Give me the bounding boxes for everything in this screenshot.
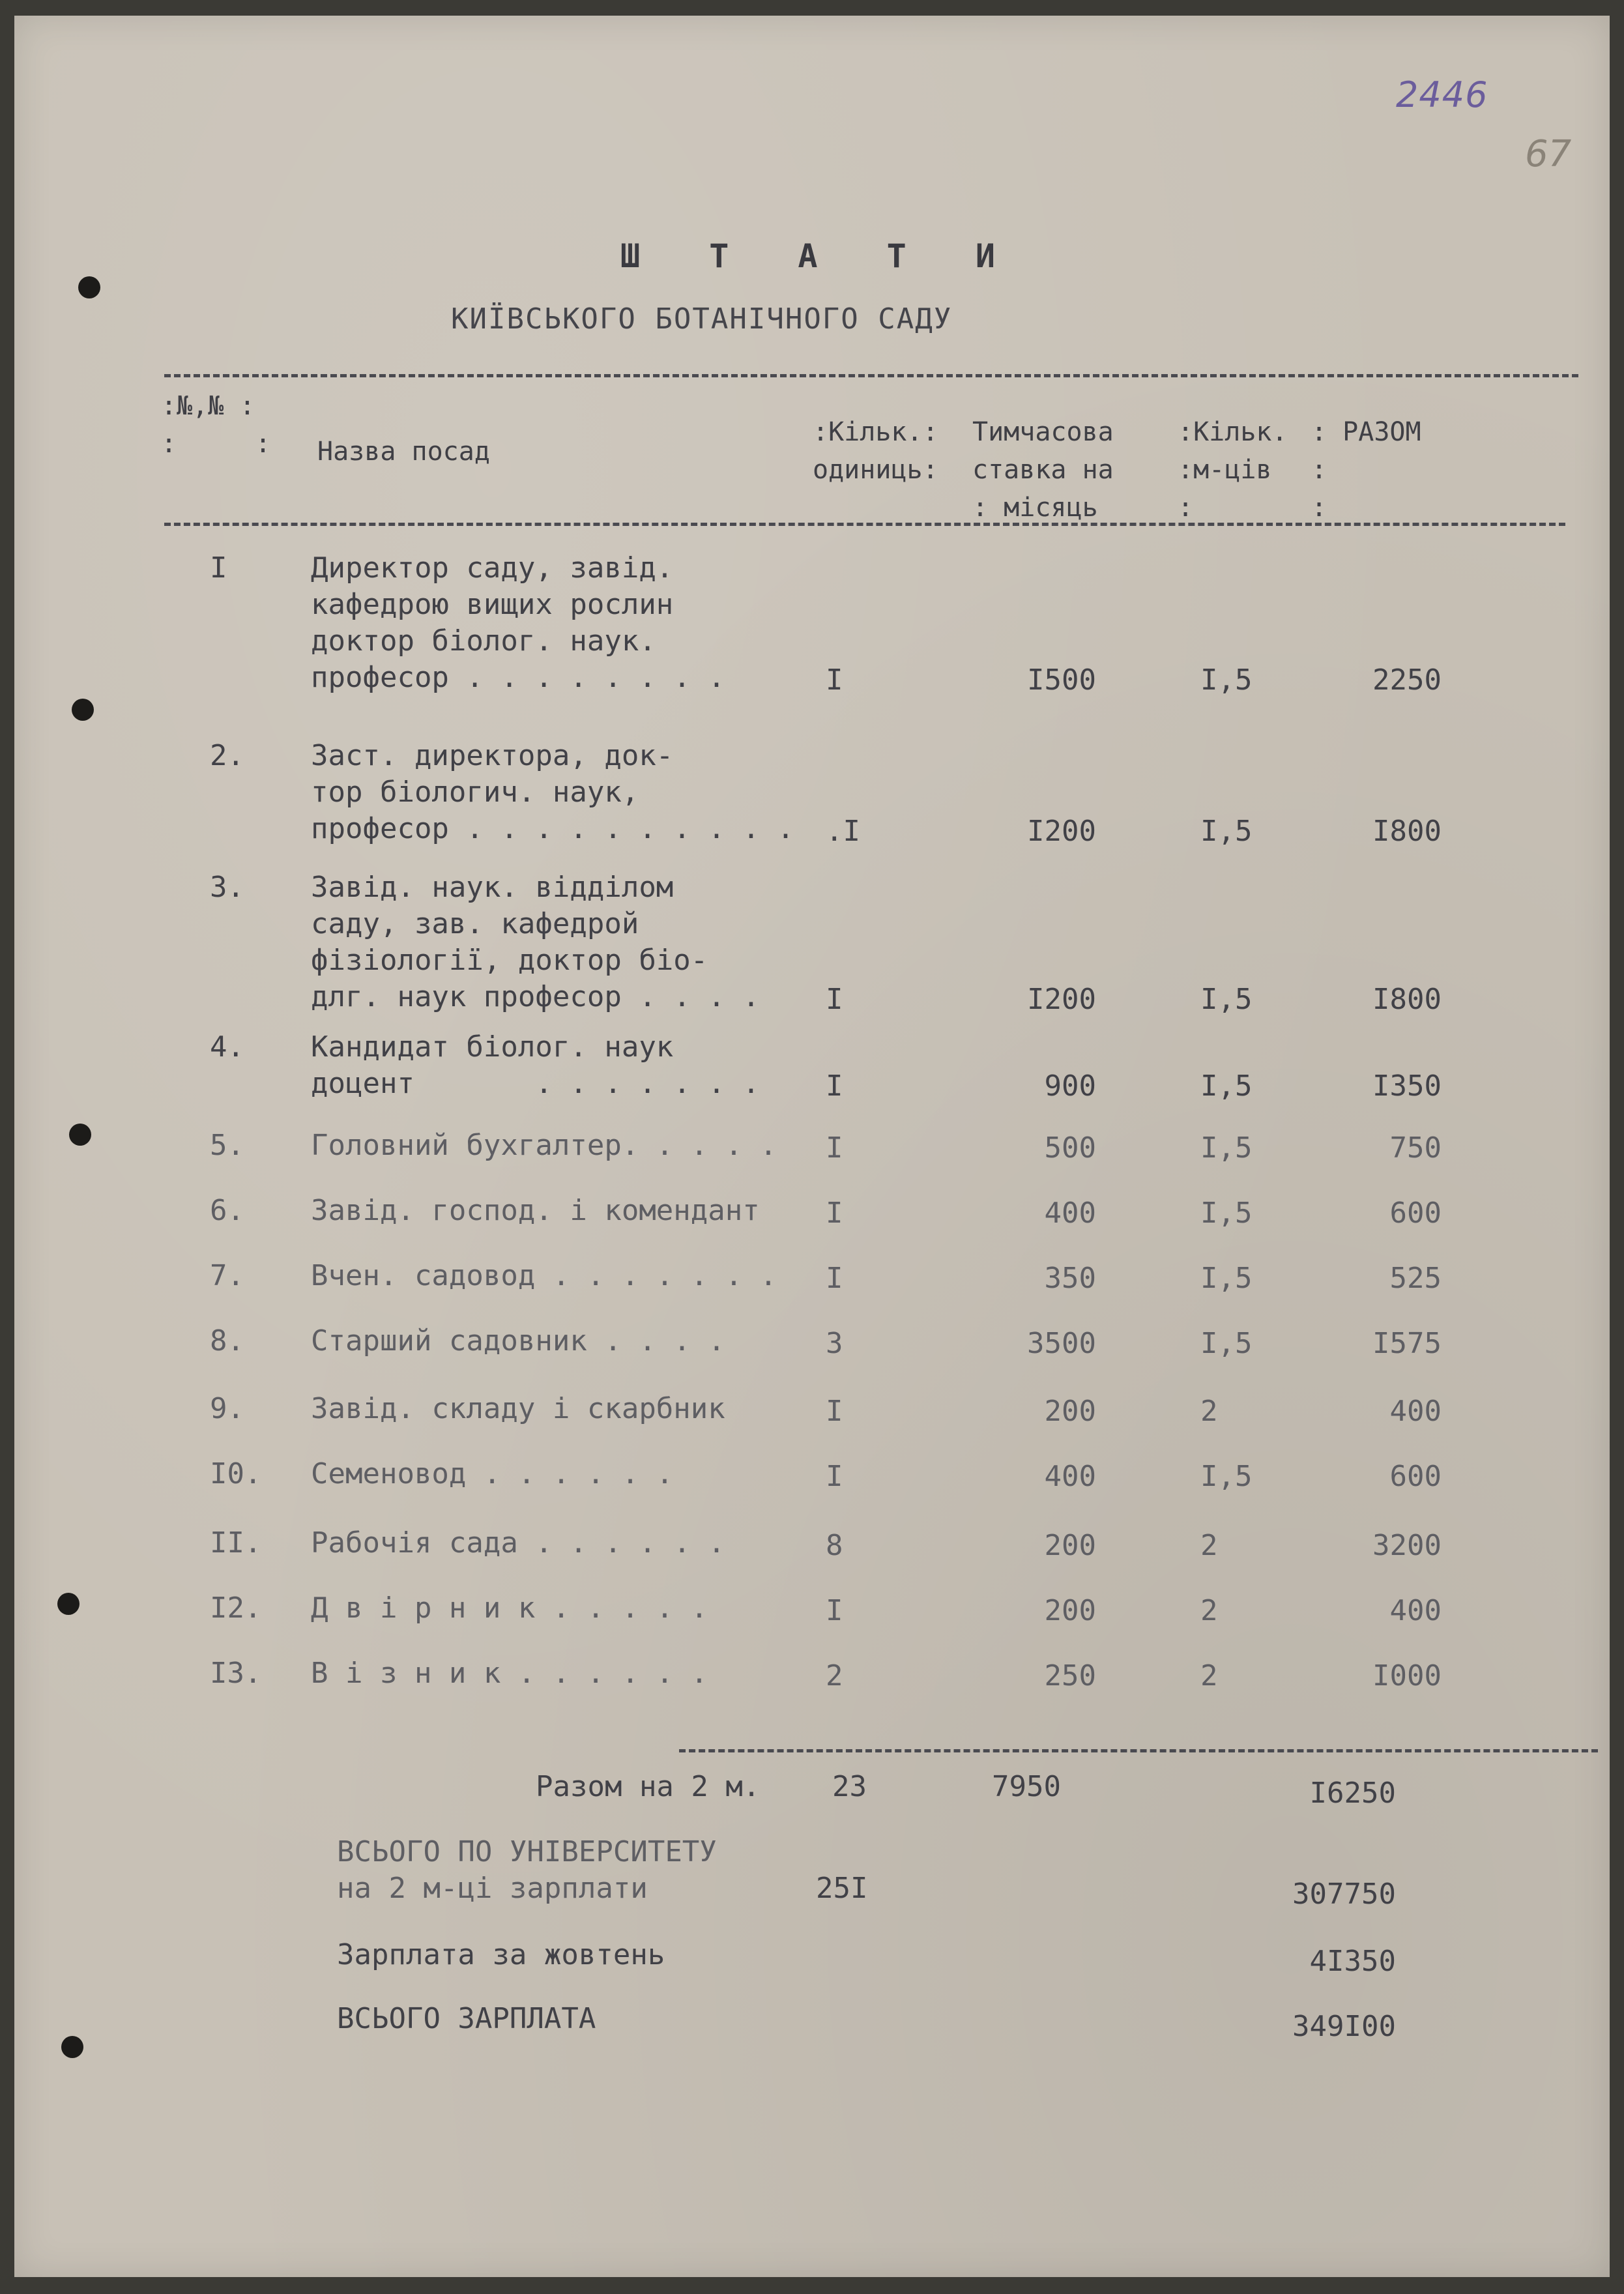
row-months: 2 (1200, 1594, 1218, 1627)
row-total: І000 (1372, 1659, 1442, 1692)
row-number: 5. (210, 1129, 244, 1162)
row-total: І800 (1372, 983, 1442, 1016)
page-subtitle: КИЇВСЬКОГО БОТАНІЧНОГО САДУ (451, 302, 953, 336)
university-total: 307750 (1292, 1878, 1396, 1911)
row-position-name: Завід. складу і скарбник (311, 1392, 725, 1425)
row-units: І (826, 983, 843, 1016)
row-number: 2. (210, 739, 244, 772)
row-number: 3. (210, 871, 244, 904)
row-months: 2 (1200, 1395, 1218, 1428)
row-position-name: Семеновод . . . . . . (311, 1457, 674, 1490)
row-monthly-rate: 350 (1044, 1262, 1096, 1295)
punch-hole (69, 1124, 91, 1146)
row-months: І,5 (1200, 663, 1253, 697)
row-number: 6. (210, 1194, 244, 1227)
row-total: І800 (1372, 815, 1442, 848)
header-position-name: Назва посад (317, 437, 490, 467)
row-units: І (826, 1197, 843, 1230)
row-total: 3200 (1372, 1529, 1442, 1562)
row-units: 2 (826, 1659, 843, 1692)
row-position-name: Завід. наук. відділом саду, зав. кафедрой фізіології, доктор біо- длг. наук професор . . . . (311, 871, 760, 1013)
row-monthly-rate: 200 (1044, 1395, 1096, 1428)
row-total: 600 (1389, 1197, 1442, 1230)
row-monthly-rate: 3500 (1027, 1327, 1096, 1360)
university-label: ВСЬОГО ПО УНІВЕРСИТЕТУ на 2 м-ці зарплати (337, 1835, 717, 1905)
row-total: І350 (1372, 1069, 1442, 1103)
row-months: І,5 (1200, 1131, 1253, 1165)
header-top-rule (164, 374, 1578, 377)
row-months: І,5 (1200, 1197, 1253, 1230)
row-monthly-rate: 200 (1044, 1529, 1096, 1562)
row-total: 2250 (1372, 663, 1442, 697)
row-units: 8 (826, 1529, 843, 1562)
archive-number: 2446 (1396, 74, 1488, 115)
row-number: 9. (210, 1392, 244, 1425)
row-monthly-rate: 400 (1044, 1197, 1096, 1230)
row-units: І (826, 1069, 843, 1103)
row-monthly-rate: І500 (1027, 663, 1096, 697)
row-total: І575 (1372, 1327, 1442, 1360)
row-position-name: Рабочія сада . . . . . . (311, 1526, 725, 1560)
row-position-name: Вчен. садовод . . . . . . . (311, 1259, 777, 1292)
row-months: І,5 (1200, 1460, 1253, 1493)
row-monthly-rate: І200 (1027, 983, 1096, 1016)
row-units: І (826, 1594, 843, 1627)
row-monthly-rate: 200 (1044, 1594, 1096, 1627)
grand-total-value: 349І00 (1292, 2010, 1396, 2043)
header-number: :№,№ : : : (161, 391, 271, 459)
row-months: 2 (1200, 1529, 1218, 1562)
document-sheet (14, 16, 1610, 2277)
row-units: І (826, 1395, 843, 1428)
row-units: .І (826, 815, 860, 848)
row-total: 400 (1389, 1594, 1442, 1627)
subtotal-total: І6250 (1309, 1777, 1396, 1810)
row-months: І,5 (1200, 1327, 1253, 1360)
row-months: 2 (1200, 1659, 1218, 1692)
row-months: І,5 (1200, 983, 1253, 1016)
row-months: І,5 (1200, 815, 1253, 848)
row-position-name: Старший садовник . . . . (311, 1324, 725, 1358)
header-units: :Кільк.: одиниць: (813, 417, 938, 485)
row-number: 8. (210, 1324, 244, 1358)
row-units: І (826, 663, 843, 697)
row-number: І3. (210, 1657, 262, 1690)
row-monthly-rate: 250 (1044, 1659, 1096, 1692)
archive-sheet-number: 67 (1525, 133, 1572, 175)
subtotal-rate: 7950 (992, 1770, 1061, 1803)
punch-hole (57, 1593, 80, 1615)
row-position-name: Кандидат біолог. наук доцент . . . . . . . (311, 1030, 760, 1100)
row-position-name: Головний бухгалтер. . . . . (311, 1129, 777, 1162)
row-number: 7. (210, 1259, 244, 1292)
row-number: І2. (210, 1591, 262, 1625)
grand-total-label: ВСЬОГО ЗАРПЛАТА (337, 2002, 596, 2035)
row-total: 400 (1389, 1395, 1442, 1428)
university-units: 25І (816, 1872, 868, 1905)
row-units: 3 (826, 1327, 843, 1360)
header-bottom-rule (164, 523, 1565, 526)
row-monthly-rate: 400 (1044, 1460, 1096, 1493)
row-number: 4. (210, 1030, 244, 1064)
row-position-name: Д в і р н и к . . . . . (311, 1591, 708, 1625)
row-total: 600 (1389, 1460, 1442, 1493)
row-units: І (826, 1131, 843, 1165)
punch-hole (61, 2036, 83, 2058)
row-position-name: Заст. директора, док- тор біологич. наук, професор . . . . . . . . . . (311, 739, 794, 845)
header-total: : РАЗОМ : : (1311, 417, 1421, 523)
subtotal-label: Разом на 2 м. (536, 1770, 761, 1803)
page-title: Ш Т А Т И (620, 237, 1020, 275)
row-months: І,5 (1200, 1069, 1253, 1103)
row-months: І,5 (1200, 1262, 1253, 1295)
punch-hole (78, 276, 100, 298)
row-position-name: Директор саду, завід. кафедрою вищих рослин доктор біолог. наук. професор . . . . . . . . (311, 551, 725, 694)
summary-rule (679, 1749, 1598, 1752)
row-total: 525 (1389, 1262, 1442, 1295)
row-number: І (210, 551, 227, 585)
row-position-name: Завід. господ. і комендант (311, 1194, 760, 1227)
punch-hole (72, 699, 94, 721)
row-total: 750 (1389, 1131, 1442, 1165)
october-salary-label: Зарплата за жовтень (337, 1938, 665, 1971)
row-monthly-rate: І200 (1027, 815, 1096, 848)
row-monthly-rate: 900 (1044, 1069, 1096, 1103)
october-salary-total: 4І350 (1309, 1945, 1396, 1978)
row-units: І (826, 1262, 843, 1295)
row-number: І0. (210, 1457, 262, 1490)
row-monthly-rate: 500 (1044, 1131, 1096, 1165)
header-months: :Кільк. :м-ців : (1178, 417, 1288, 523)
row-number: ІІ. (210, 1526, 262, 1560)
row-units: І (826, 1460, 843, 1493)
row-position-name: В і з н и к . . . . . . (311, 1657, 708, 1690)
header-monthly-rate: Тимчасова ставка на : місяць (972, 417, 1114, 523)
subtotal-units: 23 (832, 1770, 867, 1803)
